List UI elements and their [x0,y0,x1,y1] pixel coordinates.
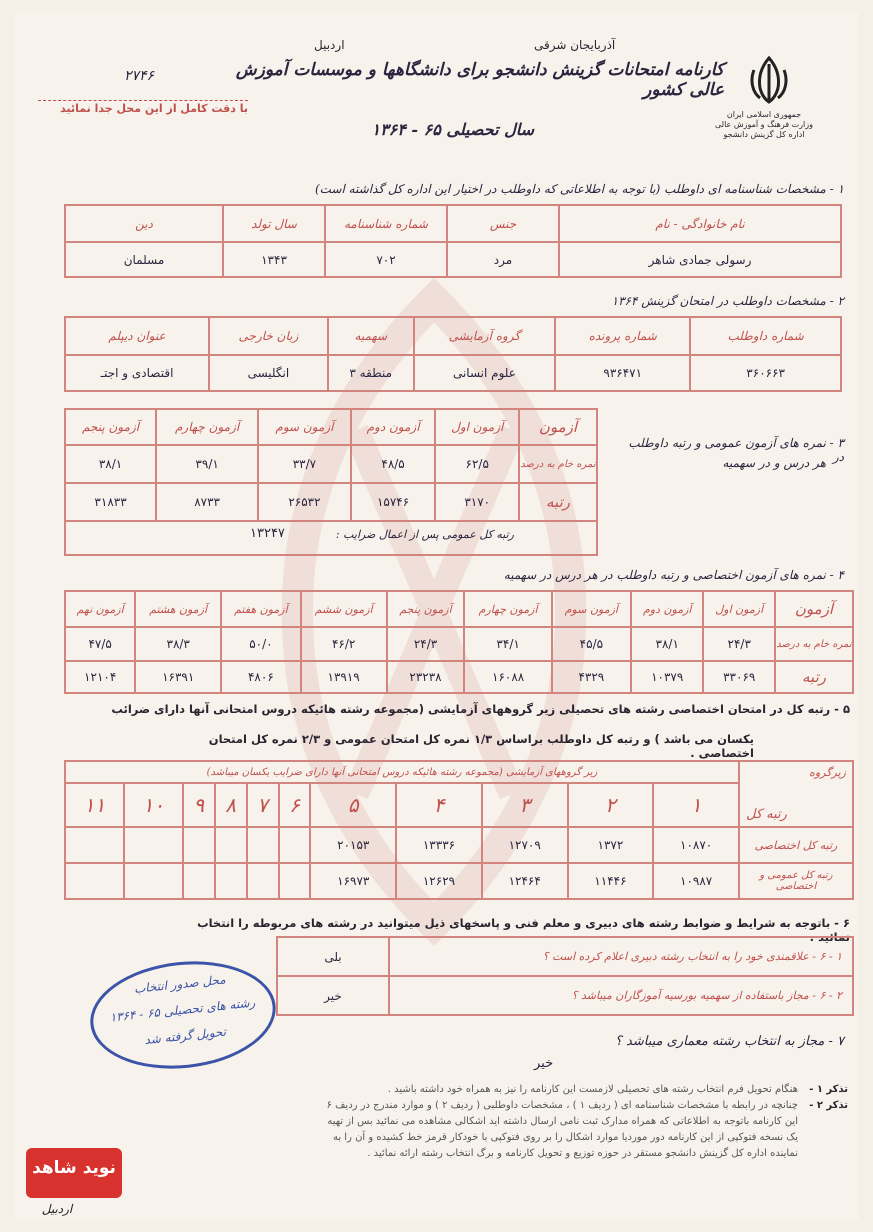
section3-table [64,408,598,522]
section3-corner: آزمون [519,409,597,445]
section4-rank-9: ۱۲۱۰۴ [65,661,135,693]
document-title: کارنامه امتحانات گزینش دانشجو برای دانشگاهها و موسسات آموزش عالی کشور [235,60,724,100]
section6-table [276,936,854,1016]
section7-heading: ۷ - مجاز به انتخاب رشته معماری میباشد ؟ [615,1034,844,1049]
note2-text-line3: یک نسخه فتوکپی از این کارنامه دور موردیا موارد اشکال را بر روی فتوکپی با خودکار قرمز خط کشیده و آن را به [332,1132,798,1143]
header-file-number: شماره پرونده [555,317,690,355]
value-file-number: ۹۳۶۴۷۱ [555,355,690,391]
section3-total-value: ۱۳۲۴۷ [250,526,285,541]
specialized-rank-4: ۱۳۳۳۶ [396,827,482,863]
subgroup-number-10: ۱۰ [124,783,183,827]
overall-rank-8 [215,863,247,899]
specialized-rank-6 [279,827,311,863]
header-id-number: شماره شناسنامه [325,205,447,242]
specialized-rank-2: ۱۳۷۲ [568,827,654,863]
question-6-2: ۲ - ۶ - مجاز باستفاده از سهمیه بورسیه آموزگاران میباشد ؟ [389,976,853,1015]
section2-heading: ۲ - مشخصات داوطلب در امتحان گزینش ۱۳۶۴ [611,294,844,308]
value-gender: مرد [447,242,559,277]
section4-rank-7: ۴۸۰۶ [221,661,301,693]
section3-heading-line1: ۳ - نمره های آزمون عمومی و رتبه داوطلب در [628,436,844,464]
note1-text: هنگام تحویل فرم انتخاب رشته های تحصیلی لازمست این کارنامه را نیز به همراه خود داشته باشید . [387,1084,798,1095]
subgroup-number-1: ۱ [653,783,739,827]
note2-text-line2: این کارنامه باتوجه به اطلاعاتی که همراه مدارک ثبت نامی ارسال داشته اید اشکالی مشاهده می نمائید بس از تهیه [327,1116,798,1127]
header-applicant-number: شماره داوطلب [690,317,841,355]
section4-header-3: آزمون سوم [552,591,631,627]
section4-header-6: آزمون ششم [301,591,387,627]
section3-header-2: آزمون دوم [351,409,436,445]
header-foreign-language: زبان خارجی [209,317,328,355]
navid-shahed-logo [22,1138,132,1226]
section4-header-4: آزمون چهارم [464,591,551,627]
section7-answer: خیر [534,1056,554,1071]
section3-header-5: آزمون پنجم [65,409,156,445]
specialized-rank-10 [124,827,183,863]
section3-rank-1: ۳۱۷۰ [435,483,519,521]
emblem-caption [704,110,824,140]
specialized-rank-9 [183,827,215,863]
section4-rank-2: ۱۰۳۷۹ [631,661,703,693]
section3-rank-5: ۳۱۸۳۳ [65,483,156,521]
section4-rank-4: ۱۶۰۸۸ [464,661,551,693]
emblem-caption-line-3: اداره کل گزینش دانشجو [723,130,805,139]
section6-heading: ۶ - باتوجه به شرایط و ضوابط رشته های دبیری و معلم فنی و پاسخهای ذیل میتوانید در رشته های مربوطه را انتخاب نمائید . [197,916,850,944]
section3-raw-score-5: ۳۸/۱ [65,445,156,483]
section4-raw-score-3: ۴۵/۵ [552,627,631,661]
overall-rank-1: ۱۰۹۸۷ [653,863,739,899]
value-test-group: علوم انسانی [414,355,555,391]
overall-rank-5: ۱۶۹۷۳ [310,863,396,899]
section3-raw-score-3: ۳۳/۷ [258,445,351,483]
stamp-line-2: رشته های تحصیلی ۶۵ - ۱۳۶۴ [109,995,256,1025]
subgroup-number-2: ۲ [568,783,654,827]
serial-number: ۲۷۴۶ [124,68,155,84]
section4-raw-score-9: ۴۷/۵ [65,627,135,661]
section4-heading: ۴ - نمره های آزمون اختصاصی و رتبه داوطلب در هر درس در سهمیه [503,568,844,582]
section4-raw-score-7: ۵۰/۰ [221,627,301,661]
section4-raw-score-1: ۲۴/۳ [703,627,775,661]
section4-header-8: آزمون هشتم [135,591,221,627]
section5-corner [739,761,853,827]
section5-corner-bottom: رتبه کل [746,807,787,822]
overall-rank-11 [65,863,124,899]
section4-header-7: آزمون هفتم [221,591,301,627]
section5-heading-line2: یکسان می باشد ) و رتبه کل داوطلب براساس ۱/۳ نمره کل امتحان عمومی و ۲/۳ نمره کل امتحان اختصاصی . [208,732,754,760]
section3-raw-score-1: ۶۲/۵ [435,445,519,483]
section4-header-1: آزمون اول [703,591,775,627]
header-religion: دین [65,205,223,242]
overall-rank-4: ۱۲۶۲۹ [396,863,482,899]
section3-heading-line2: هر درس و در سهمیه [722,456,826,470]
header-gender: جنس [447,205,559,242]
subgroup-number-7: ۷ [247,783,279,827]
value-quota: منطقه ۳ [328,355,414,391]
value-birth-year: ۱۳۴۳ [223,242,325,277]
stamp-line-1: محل صدور انتخاب [133,972,227,996]
section4-row2-label: رتبه [775,661,853,693]
section4-raw-score-5: ۲۴/۳ [387,627,465,661]
section4-row1-label: نمره خام به درصد [775,627,853,661]
section4-rank-5: ۲۳۲۳۸ [387,661,465,693]
section3-row1-label: نمره خام به درصد [519,445,597,483]
section4-raw-score-4: ۳۴/۱ [464,627,551,661]
city-label: اردبیل [314,38,345,52]
section4-rank-3: ۴۳۲۹ [552,661,631,693]
section1-table [64,204,842,278]
section5-row1-label: رتبه کل اختصاصی [739,827,853,863]
overall-rank-3: ۱۲۴۶۴ [482,863,568,899]
header-full-name: نام خانوادگی - نام [559,205,841,242]
province-label: آذربایجان شرقی [534,38,616,52]
specialized-rank-7 [247,827,279,863]
logo-text: نوید شاهد [32,1158,116,1178]
scorecard-sheet [14,12,859,1220]
section1-heading: ۱ - مشخصات شناسنامه ای داوطلب (با توجه به اطلاعاتی که داوطلب در اختیار این اداره کل گذاشته است) [314,182,844,196]
subgroup-number-4: ۴ [396,783,482,827]
section3-rank-4: ۸۷۳۳ [156,483,258,521]
section4-header-9: آزمون نهم [65,591,135,627]
section3-header-4: آزمون چهارم [156,409,258,445]
section3-raw-score-2: ۴۸/۵ [351,445,436,483]
section5-row2-label: رتبه کل عمومی و اختصاصی [739,863,853,899]
note1-label: تذکر ۱ - [809,1084,848,1095]
subgroup-number-6: ۶ [279,783,311,827]
value-diploma: اقتصادی و اجتـ [65,355,209,391]
section5-heading-line1: ۵ - رتبه کل در امتحان اختصاصی رشته های تحصیلی زیر گروههای آزمایشی (مجموعه رشته هائیکه دروس امتحانی آنها دارای ضرائب [111,702,850,716]
value-full-name: رسولی جمادی شاهر [559,242,841,277]
stamp-line-3: تحویل گرفته شد [143,1024,227,1048]
emblem-caption-line-1: جمهوری اسلامی ایران [726,110,802,119]
section5-subgroup-banner: زیر گروههای آزمایشی (مجموعه رشته هائیکه دروس امتحانی آنها دارای ضرایب یکسان میباشد) [65,761,739,783]
answer-6-1: بلی [277,937,389,976]
section3-total-label: رتبه کل عمومی پس از اعمال ضرایب : [335,528,514,541]
specialized-rank-11 [65,827,124,863]
subgroup-number-9: ۹ [183,783,215,827]
section5-corner-top: زیرگروه [809,766,846,779]
section4-raw-score-2: ۳۸/۱ [631,627,703,661]
header-birth-year: سال تولد [223,205,325,242]
section4-header-5: آزمون پنجم [387,591,465,627]
overall-rank-7 [247,863,279,899]
section4-rank-6: ۱۳۹۱۹ [301,661,387,693]
specialized-rank-3: ۱۲۷۰۹ [482,827,568,863]
academic-year: سال تحصیلی ۶۵ - ۱۳۶۴ [371,120,534,139]
header-quota: سهمیه [328,317,414,355]
section3-row2-label: رتبه [519,483,597,521]
section3-rank-3: ۲۶۵۳۲ [258,483,351,521]
overall-rank-10 [124,863,183,899]
overall-rank-9 [183,863,215,899]
value-applicant-number: ۳۶۰۶۶۳ [690,355,841,391]
section4-raw-score-6: ۴۶/۲ [301,627,387,661]
subgroup-number-3: ۳ [482,783,568,827]
section4-corner: آزمون [775,591,853,627]
section3-header-1: آزمون اول [435,409,519,445]
note2-text-line4: نماینده اداره کل گزینش دانشجو مستقر در حوزه توزیع و تحویل کارنامه و برگ انتخاب رشته ارائه نمائید . [367,1148,798,1159]
value-foreign-language: انگلیسی [209,355,328,391]
subgroup-number-5: ۵ [310,783,396,827]
subgroup-number-11: ۱۱ [65,783,124,827]
specialized-rank-5: ۲۰۱۵۳ [310,827,396,863]
section5-table [64,760,854,900]
detach-line [38,100,248,101]
header-test-group: گروه آزمایشی [414,317,555,355]
section3-header-3: آزمون سوم [258,409,351,445]
question-6-1: ۱ - ۶ - علاقمندی خود را به انتخاب رشته دبیری اعلام کرده است ؟ [389,937,853,976]
overall-rank-2: ۱۱۴۴۶ [568,863,654,899]
issuance-stamp [85,953,281,1078]
value-id-number: ۷۰۲ [325,242,447,277]
section3-raw-score-4: ۳۹/۱ [156,445,258,483]
section4-rank-1: ۳۳۰۶۹ [703,661,775,693]
section4-raw-score-8: ۳۸/۳ [135,627,221,661]
red-detach-note: با دقت کامل از این محل جدا نمائید [60,102,248,115]
value-religion: مسلمان [65,242,223,277]
overall-rank-6 [279,863,311,899]
section4-rank-8: ۱۶۳۹۱ [135,661,221,693]
emblem-caption-line-2: وزارت فرهنگ و آموزش عالی [715,120,813,129]
section3-rank-2: ۱۵۷۴۶ [351,483,436,521]
logo-sub: اردبیل [41,1202,73,1216]
subgroup-number-8: ۸ [215,783,247,827]
section4-table [64,590,854,694]
section2-table [64,316,842,392]
note2-text-line1: چنانچه در رابطه با مشخصات شناسنامه ای ( ردیف ۱ ) ، مشخصات داوطلبی ( ردیف ۲ ) و موارد مندرج در ردیف ۶ [326,1100,798,1111]
specialized-rank-8 [215,827,247,863]
answer-6-2: خیر [277,976,389,1015]
header-diploma: عنوان دیپلم [65,317,209,355]
note2-label: تذکر ۲ - [809,1100,848,1111]
specialized-rank-1: ۱۰۸۷۰ [653,827,739,863]
section4-header-2: آزمون دوم [631,591,703,627]
iran-emblem-icon [744,54,794,104]
